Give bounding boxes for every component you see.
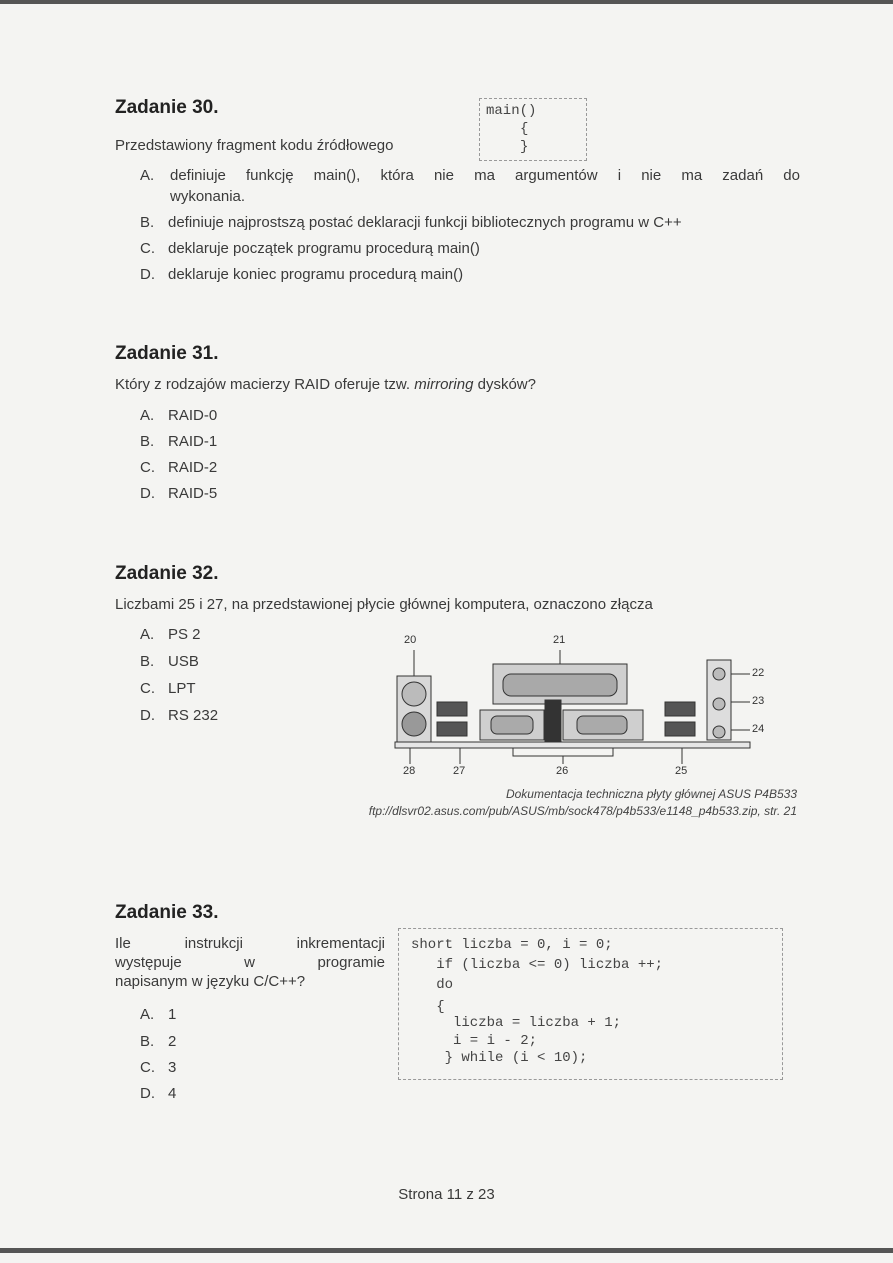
option-letter: D. <box>140 266 155 283</box>
option-letter: A. <box>140 407 155 424</box>
option-letter: B. <box>140 433 155 450</box>
z30-code-line: { <box>520 121 529 137</box>
z33-code-line: } while (i < 10); <box>411 1050 588 1066</box>
z30-code-line: } <box>520 139 529 155</box>
z31-option-c <box>140 459 217 476</box>
callout-20: 20 <box>404 634 417 646</box>
option-text: RAID-0 <box>168 407 218 424</box>
option-text: deklaruje początek programu procedurą main() <box>168 240 480 257</box>
z33-code-line: i = i - 2; <box>411 1033 538 1049</box>
z33-option-c <box>140 1059 176 1076</box>
z33-code-box <box>398 928 783 1080</box>
option-letter: D. <box>140 485 155 502</box>
callout-27: 27 <box>453 765 466 777</box>
option-letter: C. <box>140 240 155 257</box>
z33-option-d <box>140 1085 176 1102</box>
option-text: RAID-1 <box>168 433 218 450</box>
option-text: definiuje funkcję main(), która nie ma argumentów i nie ma zadań do <box>170 167 800 184</box>
option-text: RS 232 <box>168 707 219 724</box>
bottom-rule <box>0 1248 893 1253</box>
callout-23: 23 <box>752 695 765 707</box>
option-letter: B. <box>140 214 155 231</box>
z30-option-c <box>140 240 480 257</box>
z31-option-b <box>140 433 217 450</box>
callout-21: 21 <box>553 634 566 646</box>
option-text: LPT <box>168 680 196 697</box>
usb-port-27 <box>437 702 467 716</box>
option-letter: C. <box>140 1059 155 1076</box>
option-letter: C. <box>140 459 155 476</box>
option-letter: C. <box>140 680 155 697</box>
z32-question: Liczbami 25 i 27, na przedstawionej płycie głównej komputera, oznaczono złącza <box>115 596 653 613</box>
question-line: Ile instrukcji inkrementacji <box>115 935 385 952</box>
z31-question <box>115 376 536 393</box>
z33-question <box>115 934 385 991</box>
figure-caption: Dokumentacja techniczna płyty głównej ASUS P4B533 <box>505 787 797 801</box>
z32-title: Zadanie 32. <box>115 563 219 584</box>
option-text: RAID-5 <box>168 485 218 502</box>
z30-question: Przedstawiony fragment kodu źródłowego <box>115 137 394 154</box>
board-edge <box>395 742 750 748</box>
z31-option-a <box>140 407 217 424</box>
z32-option-b <box>140 653 199 670</box>
question-text: Który z rodzajów macierzy RAID oferuje tzw. <box>115 376 415 393</box>
z31-title: Zadanie 31. <box>115 343 219 364</box>
option-letter: B. <box>140 1033 155 1050</box>
z30-option-b <box>140 214 682 231</box>
z30-code-box <box>479 98 587 161</box>
question-text: dysków? <box>473 376 536 393</box>
z32-option-d <box>140 707 218 724</box>
callout-26: 26 <box>556 765 569 777</box>
option-text: 2 <box>168 1033 177 1050</box>
option-letter: D. <box>140 1085 155 1102</box>
z33-option-a <box>140 1006 176 1023</box>
option-text: deklaruje koniec programu procedurą main() <box>168 266 464 283</box>
callout-24: 24 <box>752 723 765 735</box>
z32-option-c <box>140 680 196 697</box>
option-text: RAID-2 <box>168 459 218 476</box>
option-letter: A. <box>140 167 155 184</box>
z33-option-b <box>140 1033 176 1050</box>
callout-22: 22 <box>752 667 765 679</box>
z33-title: Zadanie 33. <box>115 902 219 923</box>
callout-25: 25 <box>675 765 688 777</box>
option-letter: A. <box>140 1006 155 1023</box>
option-text: PS 2 <box>168 626 201 643</box>
option-text: 3 <box>168 1059 177 1076</box>
question-emphasis: mirroring <box>414 376 474 393</box>
z30-code-line: main() <box>486 103 537 119</box>
z32-option-a <box>140 626 201 643</box>
figure-source-url: ftp://dlsvr02.asus.com/pub/ASUS/mb/sock478/p4b533/e1148_p4b533.zip, str. 21 <box>368 804 797 818</box>
question-line: napisanym w języku C/C++? <box>115 973 306 990</box>
usb-port-25 <box>665 702 695 716</box>
z33-code-line: short liczba = 0, i = 0; <box>411 937 613 953</box>
option-text: USB <box>168 653 199 670</box>
z30-title: Zadanie 30. <box>115 97 219 118</box>
z33-code-line: liczba = liczba + 1; <box>411 1015 622 1031</box>
question-line: występuje w programie <box>115 954 385 971</box>
option-text: 1 <box>168 1006 177 1023</box>
top-rule <box>0 0 893 4</box>
z33-code-line: { <box>411 999 445 1015</box>
option-text: 4 <box>168 1085 177 1102</box>
option-text: wykonania. <box>170 188 246 205</box>
option-text: definiuje najprostszą postać deklaracji funkcji bibliotecznych programu w C++ <box>168 214 682 231</box>
page-number: Strona 11 z 23 <box>398 1186 495 1203</box>
motherboard-io-panel-figure <box>385 630 765 780</box>
option-letter: A. <box>140 626 155 643</box>
option-letter: D. <box>140 707 155 724</box>
z30-option-d <box>140 266 463 283</box>
callout-28: 28 <box>403 765 416 777</box>
option-letter: B. <box>140 653 155 670</box>
z33-code-line: if (liczba <= 0) liczba ++; <box>411 957 664 973</box>
z33-code-line: do <box>411 977 454 993</box>
z31-option-d <box>140 485 217 502</box>
